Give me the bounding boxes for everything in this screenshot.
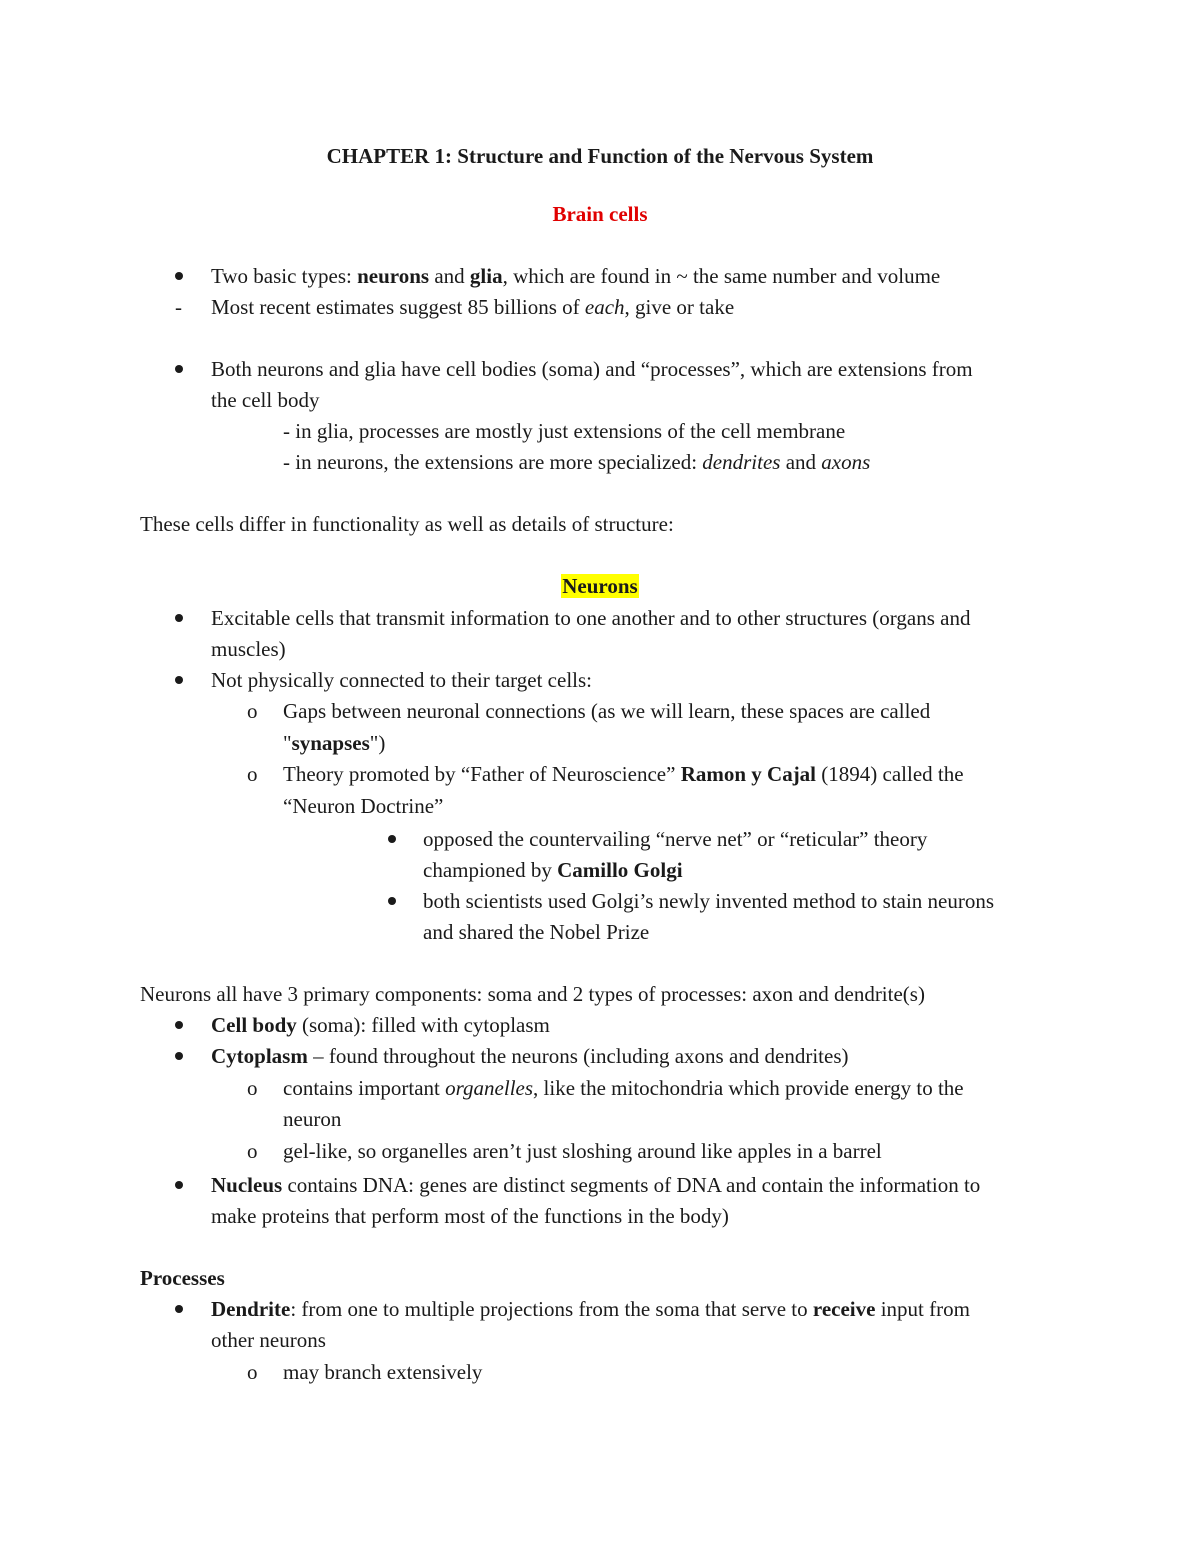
- circle-marker: o: [247, 699, 258, 723]
- circle-marker: o: [247, 1360, 258, 1384]
- dendrite-line-1: Dendrite: from one to multiple projections from the soma that serve to receive input from: [211, 1297, 970, 1321]
- theory-line-2: “Neuron Doctrine”: [283, 794, 444, 818]
- components-intro: Neurons all have 3 primary components: soma and 2 types of processes: axon and dendrite(s): [140, 982, 925, 1006]
- theory-line-1: Theory promoted by “Father of Neuroscience” Ramon y Cajal (1894) called the: [283, 762, 964, 786]
- bullet-dot: [175, 1052, 183, 1060]
- cell-body-line: Cell body (soma): filled with cytoplasm: [211, 1013, 550, 1037]
- bullet-dot: [388, 835, 396, 843]
- not-connected-line: Not physically connected to their target cells:: [211, 668, 592, 692]
- brain-cells-heading: Brain cells: [552, 202, 648, 226]
- bullet-dot: [175, 614, 183, 622]
- estimate-line: Most recent estimates suggest 85 billions of each, give or take: [211, 295, 735, 319]
- circle-marker: o: [247, 1139, 258, 1163]
- bullet-dot: [175, 676, 183, 684]
- opposed-line-1: opposed the countervailing “nerve net” or “reticular” theory: [423, 827, 928, 851]
- opposed-line-2: championed by Camillo Golgi: [423, 858, 683, 882]
- bullet-dot: [175, 272, 183, 280]
- organelles-line-1: contains important organelles, like the mitochondria which provide energy to the: [283, 1076, 964, 1100]
- organelles-line-2: neuron: [283, 1107, 342, 1131]
- neurons-heading: Neurons: [562, 574, 638, 598]
- excitable-line-1: Excitable cells that transmit information to one another and to other structures (organs and: [211, 606, 971, 630]
- bullet-dot: [175, 1021, 183, 1029]
- cytoplasm-line: Cytoplasm – found throughout the neurons (including axons and dendrites): [211, 1044, 849, 1068]
- circle-marker: o: [247, 1076, 258, 1100]
- bullet-dot: [175, 1181, 183, 1189]
- excitable-line-2: muscles): [211, 637, 286, 661]
- bullet-dot: [175, 1305, 183, 1313]
- glia-processes-line: - in glia, processes are mostly just extensions of the cell membrane: [283, 419, 846, 443]
- processes-heading: Processes: [140, 1266, 225, 1290]
- dendrite-line-2: other neurons: [211, 1328, 326, 1352]
- branch-line: may branch extensively: [283, 1360, 483, 1384]
- bullet-dot: [388, 897, 396, 905]
- dash-marker: -: [175, 295, 182, 319]
- circle-marker: o: [247, 762, 258, 786]
- neuron-processes-line: - in neurons, the extensions are more specialized: dendrites and axons: [283, 450, 871, 474]
- bullet-dot: [175, 365, 183, 373]
- gaps-line-2: "synapses"): [283, 731, 386, 755]
- cell-bodies-line-1: Both neurons and glia have cell bodies (soma) and “processes”, which are extensions from: [211, 357, 973, 381]
- basic-types-line: Two basic types: neurons and glia, which are found in ~ the same number and volume: [211, 264, 941, 288]
- nucleus-line-1: Nucleus contains DNA: genes are distinct segments of DNA and contain the information to: [211, 1173, 981, 1197]
- nucleus-line-2: make proteins that perform most of the functions in the body): [211, 1204, 729, 1228]
- gel-line: gel-like, so organelles aren’t just sloshing around like apples in a barrel: [283, 1139, 882, 1163]
- differ-paragraph: These cells differ in functionality as well as details of structure:: [140, 512, 674, 536]
- cell-bodies-line-2: the cell body: [211, 388, 320, 412]
- scientists-line-1: both scientists used Golgi’s newly invented method to stain neurons: [423, 889, 995, 913]
- gaps-line-1: Gaps between neuronal connections (as we will learn, these spaces are called: [283, 699, 931, 723]
- chapter-title: CHAPTER 1: Structure and Function of the Nervous System: [326, 144, 874, 168]
- scientists-line-2: and shared the Nobel Prize: [423, 920, 650, 944]
